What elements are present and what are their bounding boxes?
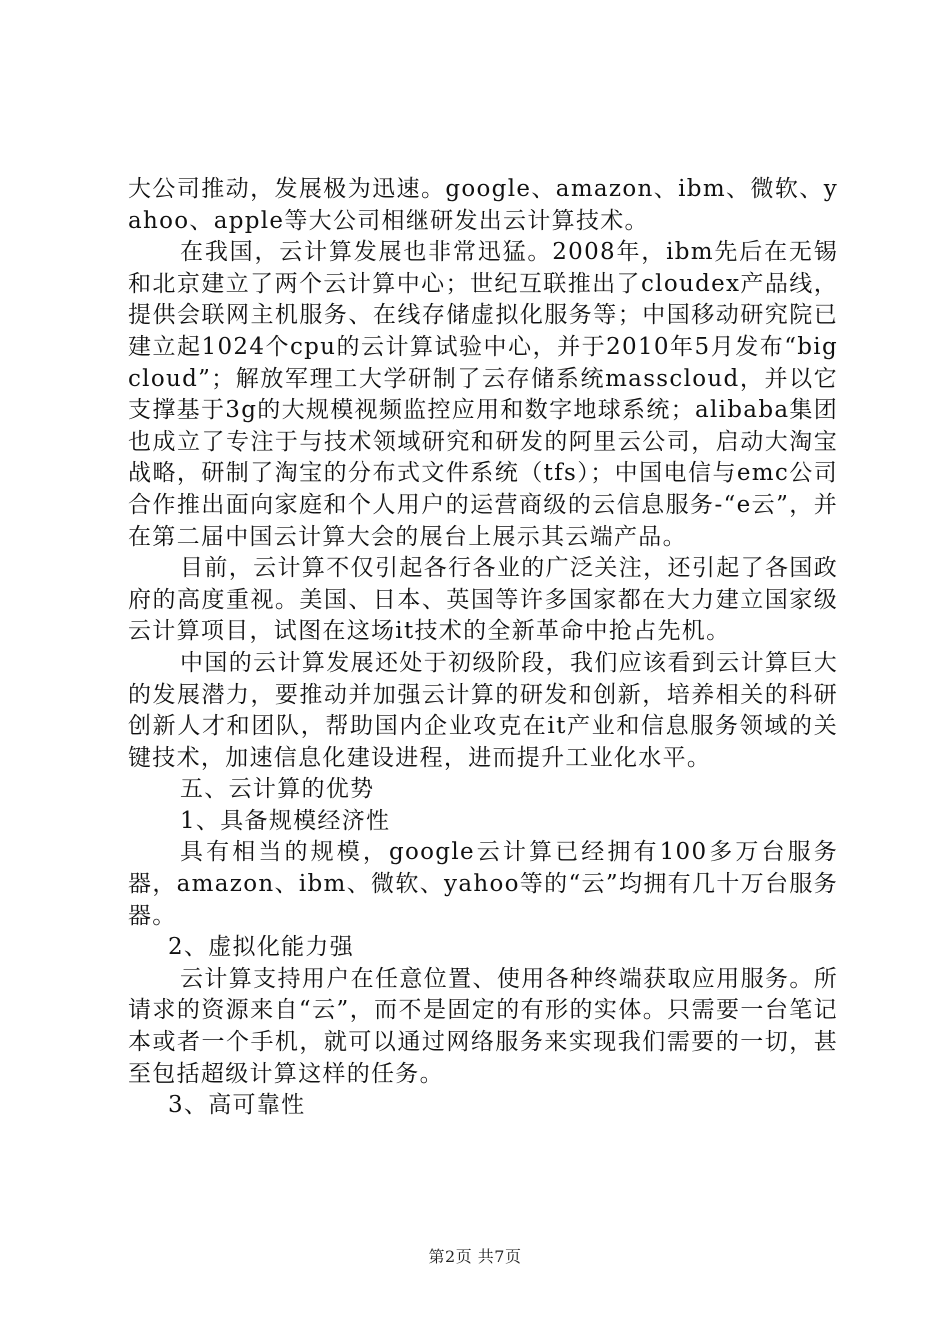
paragraph-continuation: 大公司推动，发展极为迅速。google、amazon、ibm、微软、yahoo、apple等大公司相继研发出云计算技术。 bbox=[128, 176, 838, 234]
subheading-virtualization: 2、虚拟化能力强 bbox=[168, 934, 355, 961]
paragraph-virtualization: 云计算支持用户在任意位置、使用各种终端获取应用服务。所请求的资源来自“云”，而不是固定的有形的实体。只需要一台笔记本或者一个手机，就可以通过网络服务来实现我们需要的一切，甚至包括超级计算这样的任务。 bbox=[128, 965, 838, 1087]
section-heading-advantages: 五、云计算的优势 bbox=[180, 776, 375, 803]
subheading-reliability: 3、高可靠性 bbox=[168, 1092, 306, 1119]
paragraph-global-attention: 目前，云计算不仅引起各行各业的广泛关注，还引起了各国政府的高度重视。美国、日本、英国等许多国家都在大力建立国家级云计算项目，试图在这场it技术的全新革命中抢占先机。 bbox=[128, 555, 838, 645]
paragraph-china-potential: 中国的云计算发展还处于初级阶段，我们应该看到云计算巨大的发展潜力，要推动并加强云计算的研发和创新，培养相关的科研创新人才和团队，帮助国内企业攻克在it产业和信息服务领域的关键技术，加速信息化建设进程，进而提升工业化水平。 bbox=[128, 649, 838, 771]
page-footer: 第2页 共7页 bbox=[428, 1247, 522, 1266]
paragraph-scale: 具有相当的规模，google云计算已经拥有100多万台服务器，amazon、ibm、微软、yahoo等的“云”均拥有几十万台服务器。 bbox=[128, 839, 838, 929]
document-body bbox=[128, 174, 838, 1122]
paragraph-china-cloud-development: 在我国，云计算发展也非常迅猛。2008年，ibm先后在无锡和北京建立了两个云计算中心；世纪互联推出了cloudex产品线，提供会联网主机服务、在线存储虚拟化服务等；中国移动研究院已建立起1024个cpu的云计算试验中心，并于2010年5月发布“bigcloud”；解放军理工大学研制了云存储系统masscloud，并以它支撑基于3g的大规模视频监控应用和数字地球系统；alibaba集团也成立了专注于与技术领域研究和研发的阿里云公司，启动大淘宝战略，研制了淘宝的分布式文件系统（tfs）；中国电信与emc公司合作推出面向家庭和个人用户的运营商级的云信息服务-“e云”，并在第二届中国云计算大会的展台上展示其云端产品。 bbox=[128, 239, 838, 550]
subheading-economy-of-scale: 1、具备规模经济性 bbox=[180, 807, 391, 834]
